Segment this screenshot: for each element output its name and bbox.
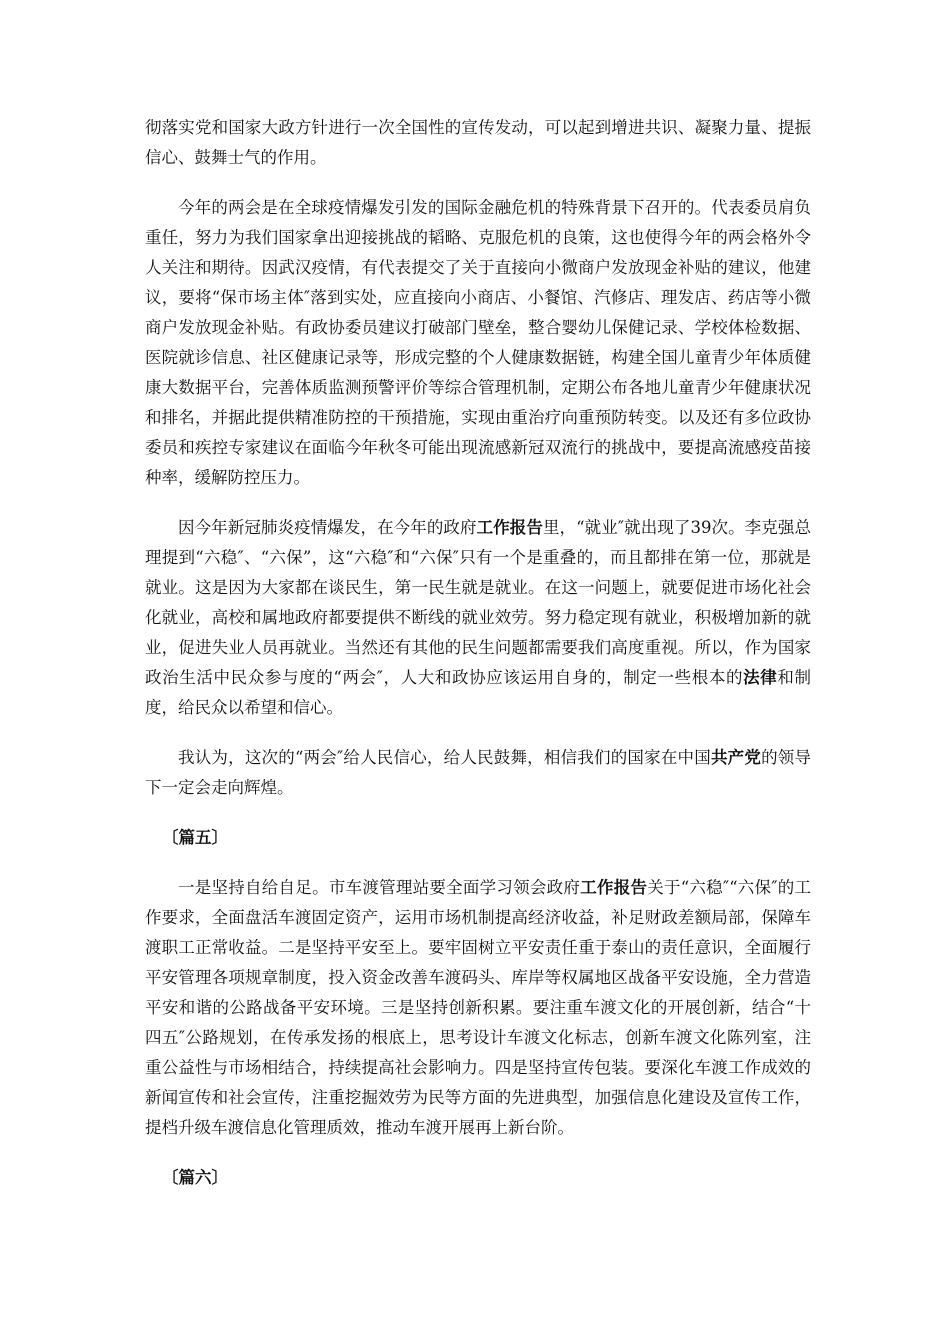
paragraph-continuation: [145, 113, 811, 173]
paragraph-text: 彻落实党和国家大政方针进行一次全国性的宣传发动，可以起到增进共识、凝聚力量、提振信心、鼓舞士气的作用。: [145, 118, 811, 167]
section-heading-five: 〔篇五〕: [162, 828, 228, 847]
paragraph-conclusion: [145, 743, 811, 803]
paragraph-text: 和制度，给民众以希望和信心。: [145, 668, 812, 717]
paragraph-text: 我认为，这次的“两会″给人民信心，给人民鼓舞，相信我们的国家在中国: [178, 748, 711, 767]
keyword-work-report: 工作报告: [476, 518, 543, 537]
document-page: [145, 113, 811, 1213]
paragraph-text: 今年的两会是在全球疫情爆发引发的国际金融危机的特殊背景下召开的。代表委员肩负重任，努力为我们国家拿出迎接挑战的韬略、克服危机的良策，这也使得今年的两会格外令人关注和期待。因武汉疫情，有代表提交了关于直接向小微商户发放现金补贴的建议，他建议，要将“保市场主体″落到实处，应直接向小商店、小餐馆、汽修店、理发店、药店等小微商户发放现金补贴。有政协委员建议打破部门壁垒，整合婴幼儿保健记录、学校体检数据、医院就诊信息、社区健康记录等，形成完整的个人健康数据链，构建全国儿童青少年体质健康大数据平台，完善体质监测预警评价等综合管理机制，定期公布各地儿童青少年健康状况和排名，并据此提供精准防控的干预措施，实现由重治疗向重预防转变。以及还有多位政协委员和疾控专家建议在面临今年秋冬可能出现流感新冠双流行的挑战中，要提高流感疫苗接种率，缓解防控压力。: [145, 198, 811, 487]
keyword-law: 法律: [743, 668, 778, 687]
paragraph-text: 里，“就业″就出现了39次。李克强总理提到“六稳″、“六保”，这“六稳″和“六保″只有一个是重叠的，而且都排在第一位，那就是就业。这是因为大家都在谈民生，第一民生就是就业。在这一问题上，就要促进市场化社会化就业，高校和属地政府都要提供不断线的就业效劳。努力稳定现有就业，积极增加新的就业，促进失业人员再就业。当然还有其他的民生问题都需要我们高度重视。所以，作为国家政治生活中民众参与度的“两会″，人大和政协应该运用自身的，制定一些根本的: [145, 518, 811, 687]
keyword-communist-party: 共产党: [710, 748, 762, 767]
keyword-work-report: 工作报告: [580, 878, 648, 897]
paragraph-ferry-management: [145, 873, 811, 1143]
paragraph-employment: [145, 513, 811, 723]
paragraph-text: 一是坚持自给自足。市车渡管理站要全面学习领会政府: [178, 878, 581, 897]
paragraph-text: 的领导下一定会走向辉煌。: [145, 748, 811, 797]
paragraph-two-sessions: [145, 193, 811, 493]
paragraph-text: 关于“六稳″“六保″的工作要求，全面盘活车渡固定资产，运用市场机制提高经济收益，补足财政差额局部，保障车渡职工正常收益。二是坚持平安至上。要牢固树立平安责任重于泰山的责任意识，全面履行平安管理各项规章制度，投入资金改善车渡码头、库岸等权属地区战备平安设施，全力营造平安和谐的公路战备平安环境。三是坚持创新积累。要注重车渡文化的开展创新，结合“十四五″公路规划，在传承发扬的根底上，思考设计车渡文化标志，创新车渡文化陈列室，注重公益性与市场相结合，持续提高社会影响力。四是坚持宣传包装。要深化车渡工作成效的新闻宣传和社会宣传，注重挖掘效劳为民等方面的先进典型，加强信息化建设及宣传工作，提档升级车渡信息化管理质效，推动车渡开展再上新台阶。: [145, 878, 811, 1137]
section-heading-six: 〔篇六〕: [162, 1168, 228, 1187]
paragraph-text: 因今年新冠肺炎疫情爆发，在今年的政府: [178, 518, 477, 537]
